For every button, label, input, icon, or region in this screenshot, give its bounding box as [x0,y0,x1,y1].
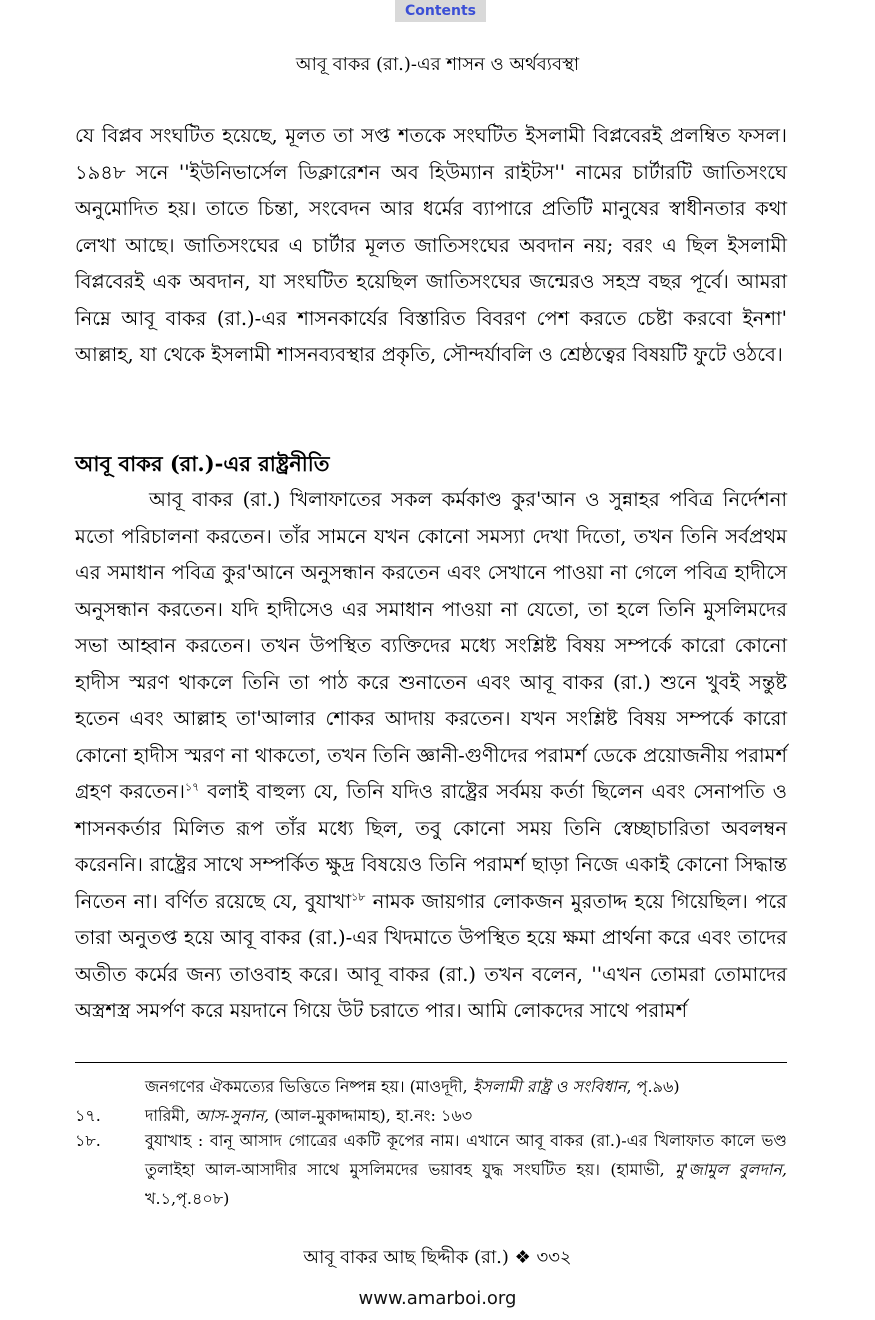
footnote-text: দারিমী, [145,1106,196,1125]
footnote-text: খ.১,পৃ.৪০৮) [145,1189,230,1208]
section-heading: আবূ বাকর (রা.)-এর রাষ্ট্রনীতি [75,451,330,476]
footnote-text: জনগণের ঐকমত্যের ভিত্তিতে নিষ্পন্ন হয়। (মাওদূদী, [145,1077,473,1096]
paragraph-text: আবূ বাকর (রা.) খিলাফাতের সকল কর্মকাণ্ড কুর'আন ও সুন্নাহর পবিত্র নির্দেশনা মতো পরিচালনা করতেন। তাঁর সামনে যখন কোনো সমস্যা দেখা দিতো, তখন তিনি সর্বপ্রথম এর সমাধান পবিত্র কুর'আনে অনুসন্ধান করতেন এবং সেখানে পাওয়া না গেলে পবিত্র হাদীসে অনুসন্ধান করতেন। যদি হাদীসেও এর সমাধান পাওয়া না যেতো, তা হলে তিনি মুসলিমদের সভা আহ্বান করতেন। তখন উপস্থিত ব্যক্তিদের মধ্যে সংশ্লিষ্ট বিষয় সম্পর্কে কারো কোনো হাদীস স্মরণ থাকলে তিনি তা পাঠ করে শুনাতেন এবং আবূ বাকর (রা.) শুনে খুবই সন্তুষ্ট হতেন এবং আল্লাহ তা'আলার শোকর আদায় করতেন। যখন সংশ্লিষ্ট বিষয় সম্পর্কে কারো কোনো হাদীস স্মরণ না থাকতো, তখন তিনি জ্ঞানী-গুণীদের পরামর্শ ডেকে প্রয়োজনীয় পরামর্শ গ্রহণ করতেন। [75,488,788,803]
footnote-text: , পৃ.৯৬) [626,1077,680,1096]
footnote-title: ইসলামী রাষ্ট্র ও সংবিধান [472,1077,627,1096]
website-url[interactable]: www.amarboi.org [358,1288,517,1309]
paragraph-text: বলাই বাহুল্য যে, তিনি যদিও রাষ্ট্রের সর্বময় কর্তা ছিলেন এবং সেনাপতি ও শাসনকর্তার মিলিত রূপ তাঁর মধ্যে ছিল, তবু কোনো সময় তিনি স্বেচ্ছাচারিতা অবলম্বন করেননি। রাষ্ট্রের সাথে সম্পর্কিত ক্ষুদ্র বিষয়েও তিনি পরামর্শ ছাড়া নিজে একাই কোনো সিদ্ধান্ত নিতেন না। বর্ণিত রয়েছে যে, বুযাখা [75,780,787,913]
page-footer [0,1243,875,1274]
footnote-continuation [75,1072,787,1101]
footnote-text: (আল-মুকাদ্দামাহ), হা.নং: ১৬৩ [269,1106,473,1125]
footnote-text: বুযাখাহ : বানূ আসাদ গোত্রের একটি কূপের নাম। এখানে আবূ বাকর (রা.)-এর খিলাফাত কালে ভণ্ড তুলাইহা আল-আসাদীর সাথে মুসলিমদের ভয়াবহ যুদ্ধ সংঘটিত হয়। (হামাভী, [145,1131,787,1179]
running-header: আবূ বাকর (রা.)-এর শাসন ও অর্থব্যবস্থা [295,54,580,75]
footnote-number: ১৮. [75,1131,101,1150]
footnote-divider [75,1062,787,1063]
contents-link[interactable]: Contents [395,0,486,22]
footer-book-title: আবূ বাকর আছ ছিদ্দীক (রা.) [303,1247,509,1268]
footnote-number: ১৭. [75,1106,101,1125]
footnote-title: আস-সুনান, [195,1106,270,1125]
body-paragraph-1: যে বিপ্লব সংঘটিত হয়েছে, মূলত তা সপ্ত শতকে সংঘটিত ইসলামী বিপ্লবেরই প্রলম্বিত ফসল। ১৯৪৮ সনে ''ইউনিভার্সেল ডিক্লারেশন অব হিউম্যান রাইটস'' নামের চার্টারটি জাতিসংঘে অনুমোদিত হয়। তাতে চিন্তা, সংবেদন আর ধর্মের ব্যাপারে প্রতিটি মানুষের স্বাধীনতার কথা লেখা আছে। জাতিসংঘের এ চার্টার মূলত জাতিসংঘের অবদান নয়; বরং এ ছিল ইসলামী বিপ্লবেরই এক অবদান, যা সংঘটিত হয়েছিল জাতিসংঘের জন্মেরও সহস্র বছর পূর্বে। আমরা নিম্নে আবূ বাকর (রা.)-এর শাসনকার্যের বিস্তারিত বিবরণ পেশ করতে চেষ্টা করবো ইনশা' আল্লাহ, যা থেকে ইসলামী শাসনব্যবস্থার প্রকৃতি, সৌন্দর্যাবলি ও শ্রেষ্ঠত্বের বিষয়টি ফুটে ওঠবে। [75,124,787,366]
page-number: ৩৩২ [536,1247,572,1268]
footnote-18 [75,1126,787,1213]
paragraph-text: নামক জায়গার লোকজন মুরতাদ্দ হয়ে গিয়েছিল। পরে তারা অনুতপ্ত হয়ে আবূ বাকর (রা.)-এর খিদমাতে উপস্থিত হয়ে ক্ষমা প্রার্থনা করে এবং তাদের অতীত কর্মের জন্য তাওবাহ করে। আবূ বাকর (রা.) তখন বলেন, ''এখন তোমরা তোমাদের অস্ত্রশস্ত্র সমর্পণ করে ময়দানে গিয়ে উট চরাতে পার। আমি লোকদের সাথে পরামর্শ [75,889,787,1022]
body-paragraph-2 [75,482,787,1030]
ornament-icon: ❖ [514,1247,531,1268]
footnote-ref-18[interactable]: ১৮ [351,890,366,903]
footnote-ref-17[interactable]: ১৭ [184,780,200,794]
footnote-title: মু'জামুল বুলদান, [675,1160,788,1179]
